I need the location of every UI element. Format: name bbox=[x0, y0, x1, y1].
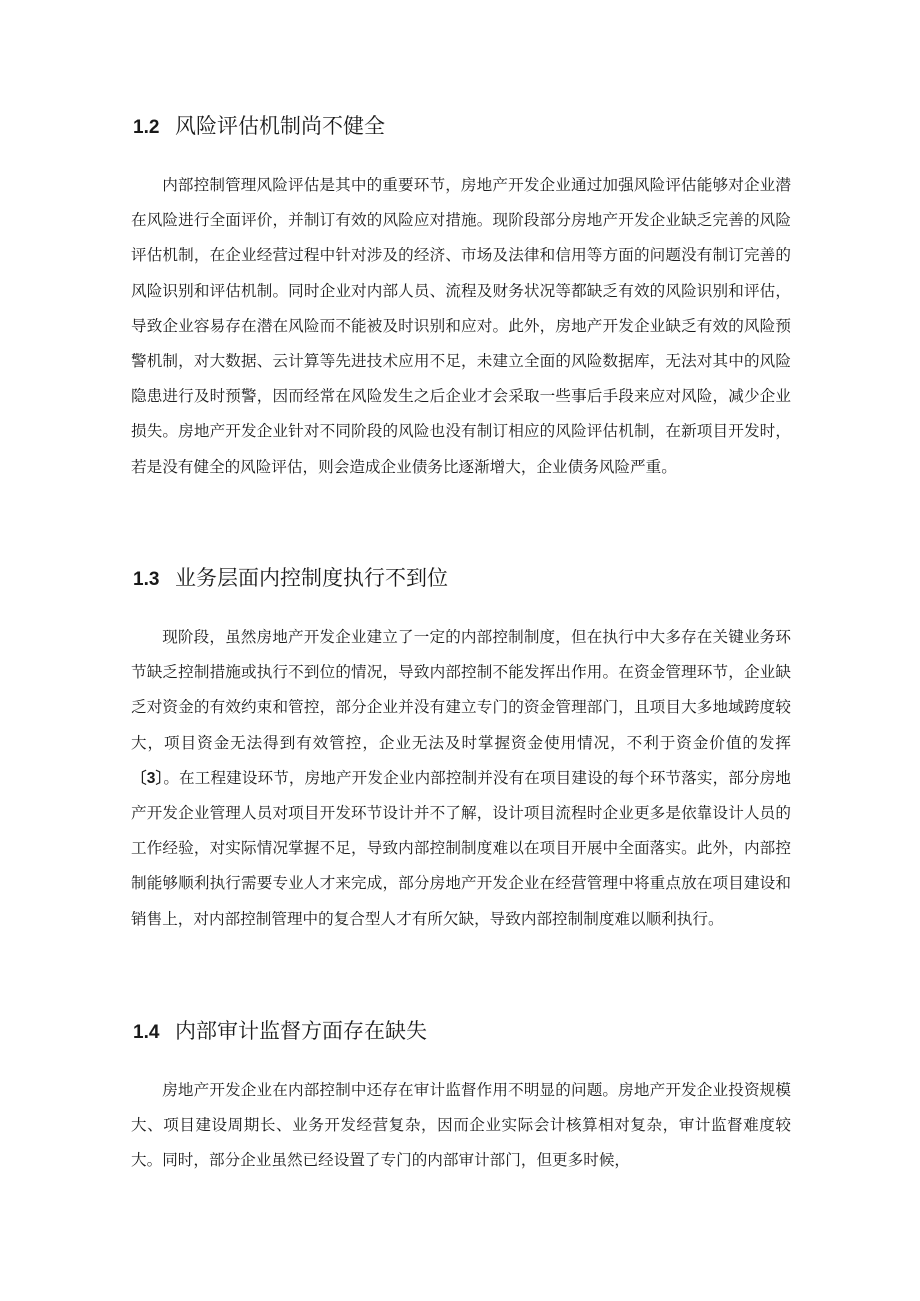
paragraph-text: 现阶段，虽然房地产开发企业建立了一定的内部控制制度，但在执行中大多存在关键业务环节缺乏控制措施或执行不到位的情况，导致内部控制不能发挥出作用。在资金管理环节，企业缺乏对资金的有效约束和管控，部分企业并没有建立专门的资金管理部门，且项目大多地域跨度较大，项目资金无法得到有效管控，企业无法及时掌握资金使用情况，不利于资金价值的发挥 bbox=[131, 628, 791, 752]
section-number: 1.4 bbox=[133, 1022, 160, 1043]
section-title: 业务层面内控制度执行不到位 bbox=[175, 566, 448, 590]
section-number: 1.3 bbox=[133, 569, 160, 590]
section-title: 风险评估机制尚不健全 bbox=[175, 114, 385, 138]
citation-reference: 〔3〕 bbox=[131, 769, 164, 787]
section-heading-1-2 bbox=[133, 111, 793, 141]
section-title: 内部审计监督方面存在缺失 bbox=[175, 1019, 427, 1043]
section-heading-1-3 bbox=[133, 563, 793, 593]
section-number: 1.2 bbox=[133, 117, 160, 138]
section-paragraph-1-4: 房地产开发企业在内部控制中还存在审计监督作用不明显的问题。房地产开发企业投资规模大、项目建设周期长、业务开发经营复杂，因而企业实际会计核算相对复杂，审计监督难度较大。同时，部分企业虽然已经设置了专门的内部审计部门，但更多时候， bbox=[131, 1081, 791, 1170]
section-heading-1-4 bbox=[133, 1016, 793, 1046]
section-paragraph-1-2: 内部控制管理风险评估是其中的重要环节，房地产开发企业通过加强风险评估能够对企业潜在风险进行全面评价，并制订有效的风险应对措施。现阶段部分房地产开发企业缺乏完善的风险评估机制，在企业经营过程中针对涉及的经济、市场及法律和信用等方面的问题没有制订完善的风险识别和评估机制。同时企业对内部人员、流程及财务状况等都缺乏有效的风险识别和评估，导致企业容易存在潜在风险而不能被及时识别和应对。此外，房地产开发企业缺乏有效的风险预警机制，对大数据、云计算等先进技术应用不足，未建立全面的风险数据库，无法对其中的风险隐患进行及时预警，因而经常在风险发生之后企业才会采取一些事后手段来应对风险，减少企业损失。房地产开发企业针对不同阶段的风险也没有制订相应的风险评估机制，在新项目开发时，若是没有健全的风险评估，则会造成企业债务比逐渐增大，企业债务风险严重。 bbox=[131, 176, 791, 476]
section-paragraph-1-3 bbox=[131, 620, 791, 937]
paragraph-text: 。在工程建设环节，房地产开发企业内部控制并没有在项目建设的每个环节落实，部分房地产开发企业管理人员对项目开发环节设计并不了解，设计项目流程时企业更多是依靠设计人员的工作经验，对实际情况掌握不足，导致内部控制制度难以在项目开展中全面落实。此外，内部控制能够顺利执行需要专业人才来完成，部分房地产开发企业在经营管理中将重点放在项目建设和销售上，对内部控制管理中的复合型人才有所欠缺，导致内部控制制度难以顺利执行。 bbox=[131, 768, 791, 928]
